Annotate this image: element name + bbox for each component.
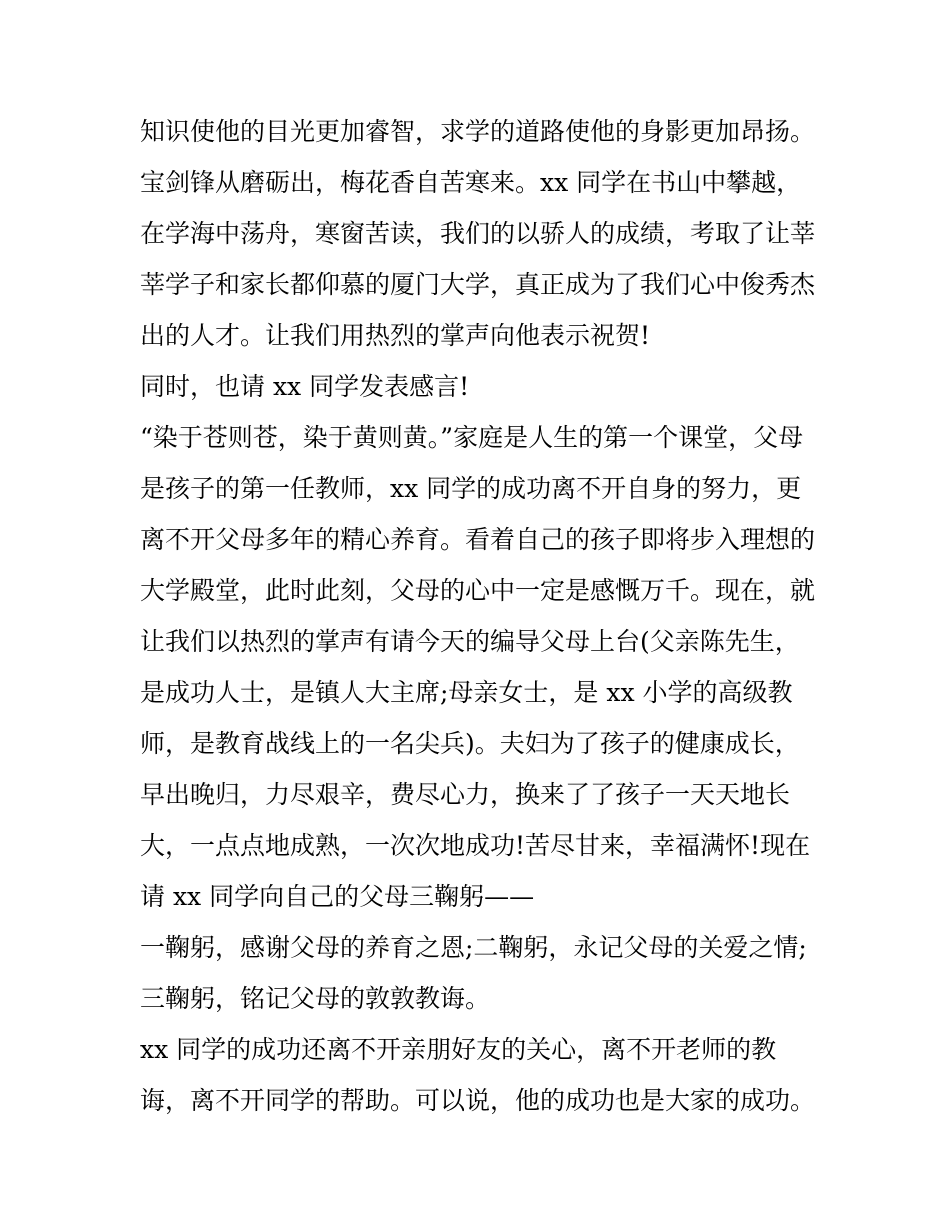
text-line: 一鞠躬，感谢父母的养育之恩;二鞠躬，永记父母的关爱之情;	[140, 933, 807, 962]
text-line: 请 xx 同学向自己的父母三鞠躬——	[140, 882, 535, 911]
text-line: 三鞠躬，铭记父母的敦敦教诲。	[140, 984, 491, 1013]
text-line: 让我们以热烈的掌声有请今天的编导父母上台(父亲陈先生，	[140, 627, 800, 656]
text-line: 是孩子的第一任教师，xx 同学的成功离不开自身的努力，更	[140, 474, 802, 503]
text-line: 早出晚归，力尽艰辛，费尽心力，换来了了孩子一天天地长	[140, 780, 791, 809]
text-line: 同时，也请 xx 同学发表感言!	[140, 372, 470, 401]
text-line: 离不开父母多年的精心养育。看着自己的孩子即将步入理想的	[140, 525, 816, 554]
body-text	[140, 106, 840, 1126]
text-line: 知识使他的目光更加睿智，求学的道路使他的身影更加昂扬。	[140, 117, 816, 146]
text-line: 大学殿堂，此时此刻，父母的心中一定是感慨万千。现在，就	[140, 576, 816, 605]
text-line: 出的人才。让我们用热烈的掌声向他表示祝贺!	[140, 321, 651, 350]
text-line: “染于苍则苍，染于黄则黄。”家庭是人生的第一个课堂，父母	[140, 423, 804, 452]
text-line: xx 同学的成功还离不开亲朋好友的关心，离不开老师的教	[140, 1035, 777, 1064]
text-line: 诲，离不开同学的帮助。可以说，他的成功也是大家的成功。	[140, 1086, 816, 1115]
text-line: 大，一点点地成熟，一次次地成功!苦尽甘来，幸福满怀!现在	[140, 831, 811, 860]
text-line: 师，是教育战线上的一名尖兵)。夫妇为了孩子的健康成长，	[140, 729, 800, 758]
text-line: 是成功人士，是镇人大主席;母亲女士，是 xx 小学的高级教	[140, 678, 793, 707]
text-line: 莘学子和家长都仰慕的厦门大学，真正成为了我们心中俊秀杰	[140, 270, 816, 299]
text-line: 在学海中荡舟，寒窗苦读，我们的以骄人的成绩，考取了让莘	[140, 219, 816, 248]
text-line: 宝剑锋从磨砺出，梅花香自苦寒来。xx 同学在书山中攀越，	[140, 168, 802, 197]
